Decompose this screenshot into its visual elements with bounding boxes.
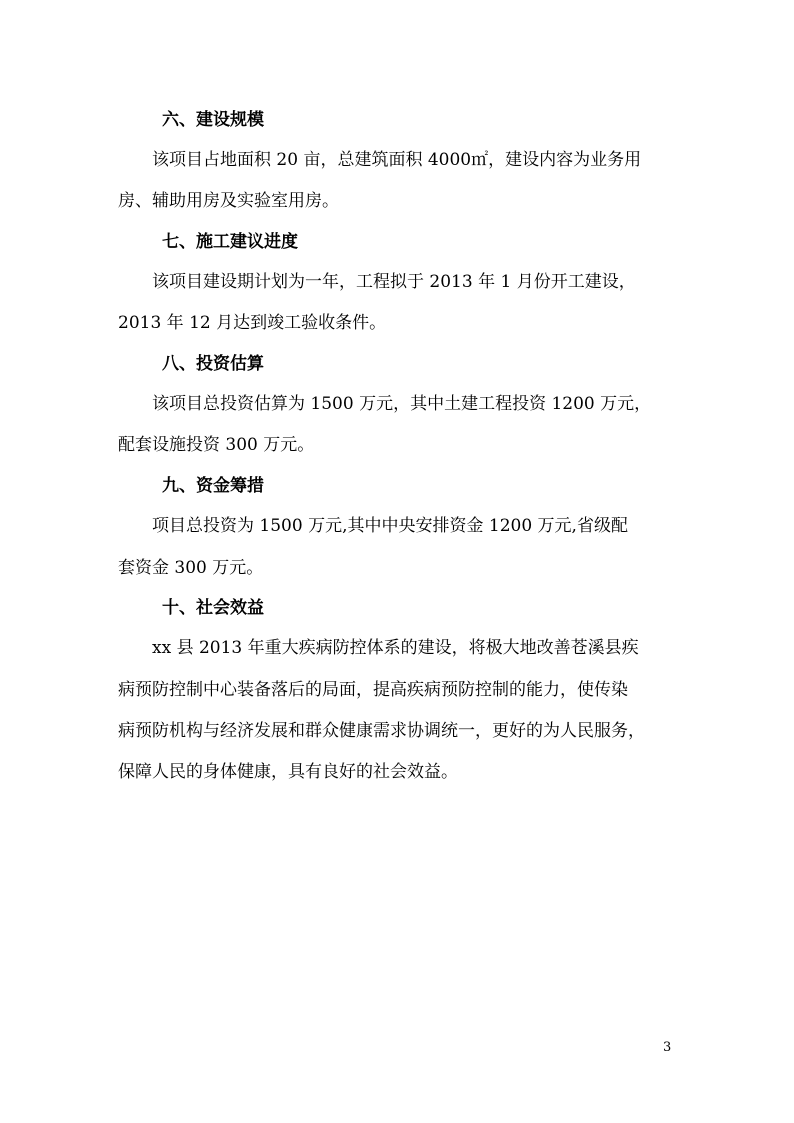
paragraph-line: 房、辅助用房及实验室用房。 <box>118 191 339 211</box>
paragraph-line: 保障人民的身体健康，具有良好的社会效益。 <box>118 762 458 782</box>
paragraph-line: 项目总投资为 1500 万元,其中中央安排资金 1200 万元,省级配 <box>152 516 628 536</box>
paragraph-line: 2013 年 12 月达到竣工验收条件。 <box>118 313 387 333</box>
section-heading-social-benefits: 十、社会效益 <box>162 598 264 618</box>
paragraph-line: 配套设施投资 300 万元。 <box>118 435 315 455</box>
paragraph-line: 病预防控制中心装备落后的局面，提高疾病预防控制的能力，使传染 <box>118 680 628 700</box>
paragraph-line: 该项目占地面积 20 亩，总建筑面积 4000㎡，建设内容为业务用 <box>152 150 642 170</box>
section-heading-construction-schedule: 七、施工建议进度 <box>162 232 298 252</box>
paragraph-line: 套资金 300 万元。 <box>118 558 264 578</box>
page-number: 3 <box>663 1040 672 1055</box>
paragraph-line: 该项目建设期计划为一年，工程拟于 2013 年 1 月份开工建设， <box>152 272 636 292</box>
paragraph-line: 病预防机构与经济发展和群众健康需求协调统一，更好的为人民服务， <box>118 721 645 741</box>
section-heading-construction-scale: 六、建设规模 <box>162 110 264 130</box>
paragraph-line: xx 县 2013 年重大疾病防控体系的建设，将极大地改善苍溪县疾 <box>152 638 639 658</box>
section-heading-fund-raising: 九、资金筹措 <box>162 476 264 496</box>
paragraph-line: 该项目总投资估算为 1500 万元，其中土建工程投资 1200 万元， <box>152 394 652 414</box>
section-heading-investment-estimate: 八、投资估算 <box>162 354 264 374</box>
